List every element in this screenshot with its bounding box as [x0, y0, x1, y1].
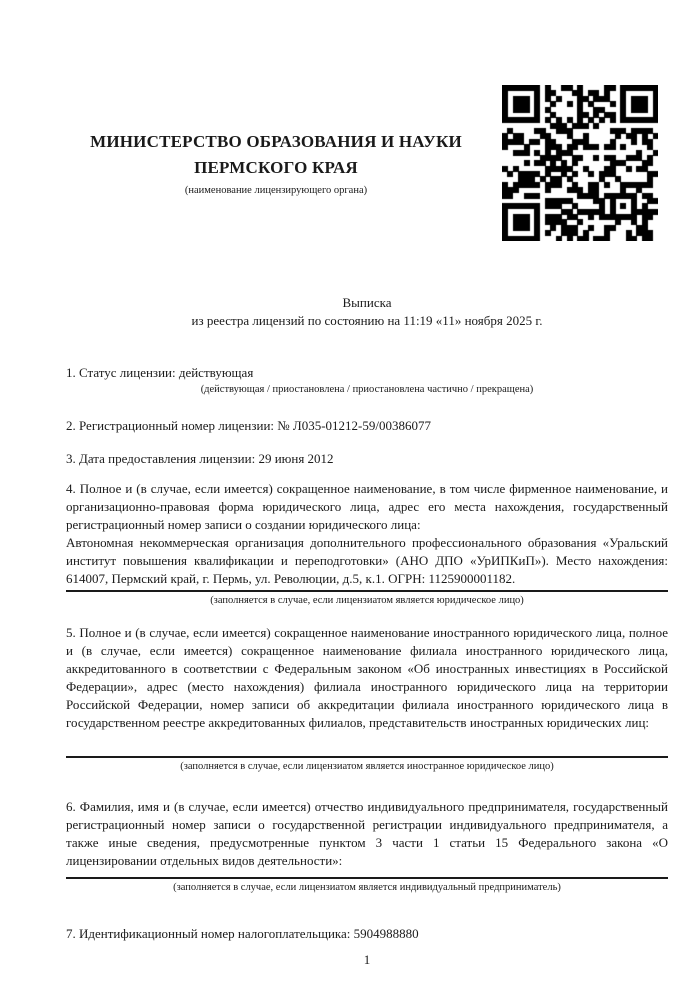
legal-entity-note: (заполняется в случае, если лицензиатом является юридическое лицо) [66, 590, 668, 608]
individual-entrepreneur-label: 6. Фамилия, имя и (в случае, если имеется) отчество индивидуального предпринимателя, государственный регистрационный номер записи о государственной регистрации индивидуального предпринимателя, а также иные сведения, предусмотренные пунктом 3 части 1 статьи 15 Федерального закона «О лицензировании отдельных видов деятельности»: [66, 799, 668, 868]
document-title [66, 294, 668, 330]
foreign-entity-note: (заполняется в случае, если лицензиатом является иностранное юридическое лицо) [66, 756, 668, 774]
document-header [66, 85, 668, 240]
ministry-title-line1: МИНИСТЕРСТВО ОБРАЗОВАНИЯ И НАУКИ [90, 132, 462, 151]
foreign-entity-label: 5. Полное и (в случае, если имеется) сокращенное наименование иностранного юридического лица, полное и (в случае, если имеется) сокращенное наименование филиала иностранного юридического лица, аккредитованного в соответствии с Федеральным законом «Об иностранных инвестициях в Российской Федерации», адрес (место нахождения) филиала иностранного юридического лица на территории Российской Федерации, номер записи об аккредитации филиала иностранного юридического лица в государственном реестре аккредитованных филиалов, представительств иностранных юридических лиц: [66, 625, 668, 730]
page-number: 1 [363, 952, 371, 967]
legal-entity-value: Автономная некоммерческая организация дополнительного профессионального образования «Уральский институт повышения квалификации и переподготовки» (АНО ДПО «УрИПКиП»). Место нахождения: 614007, Пермский край, г. Пермь, ул. Революции, д.5, к.1. ОГРН: 1125900001182. [66, 535, 668, 586]
item-legal-entity [66, 480, 668, 608]
license-status-text: 1. Статус лицензии: действующая [66, 365, 254, 380]
item-individual-entrepreneur [66, 798, 668, 895]
ministry-caption: (наименование лицензирующего органа) [184, 185, 368, 196]
qr-code [502, 85, 658, 241]
item-license-date [66, 450, 668, 468]
item-taxpayer-number [66, 925, 668, 943]
licensing-authority-block [66, 129, 486, 198]
item-foreign-entity [66, 624, 668, 774]
legal-entity-label: 4. Полное и (в случае, если имеется) сокращенное наименование, в том числе фирменное наименование, и организационно-правовая форма юридического лица, адрес его места нахождения, государственный регистрационный номер записи о создании юридического лица: [66, 481, 668, 532]
document-title-line2: из реестра лицензий по состоянию на 11:19 «11» ноября 2025 г. [191, 313, 543, 328]
item-registration-number [66, 417, 668, 435]
item-license-status [66, 364, 668, 398]
license-status-note: (действующая / приостановлена / приостановлена частично / прекращена) [200, 384, 534, 395]
individual-entrepreneur-note: (заполняется в случае, если лицензиатом является индивидуальный предприниматель) [66, 877, 668, 895]
license-date-text: 3. Дата предоставления лицензии: 29 июня 2012 [66, 451, 334, 466]
document-title-line1: Выписка [342, 295, 392, 310]
ministry-title-line2: ПЕРМСКОГО КРАЯ [194, 158, 358, 177]
registration-number-text: 2. Регистрационный номер лицензии: № Л035-01212-59/00386077 [66, 418, 432, 433]
taxpayer-number-text: 7. Идентификационный номер налогоплательщика: 5904988880 [66, 926, 419, 941]
